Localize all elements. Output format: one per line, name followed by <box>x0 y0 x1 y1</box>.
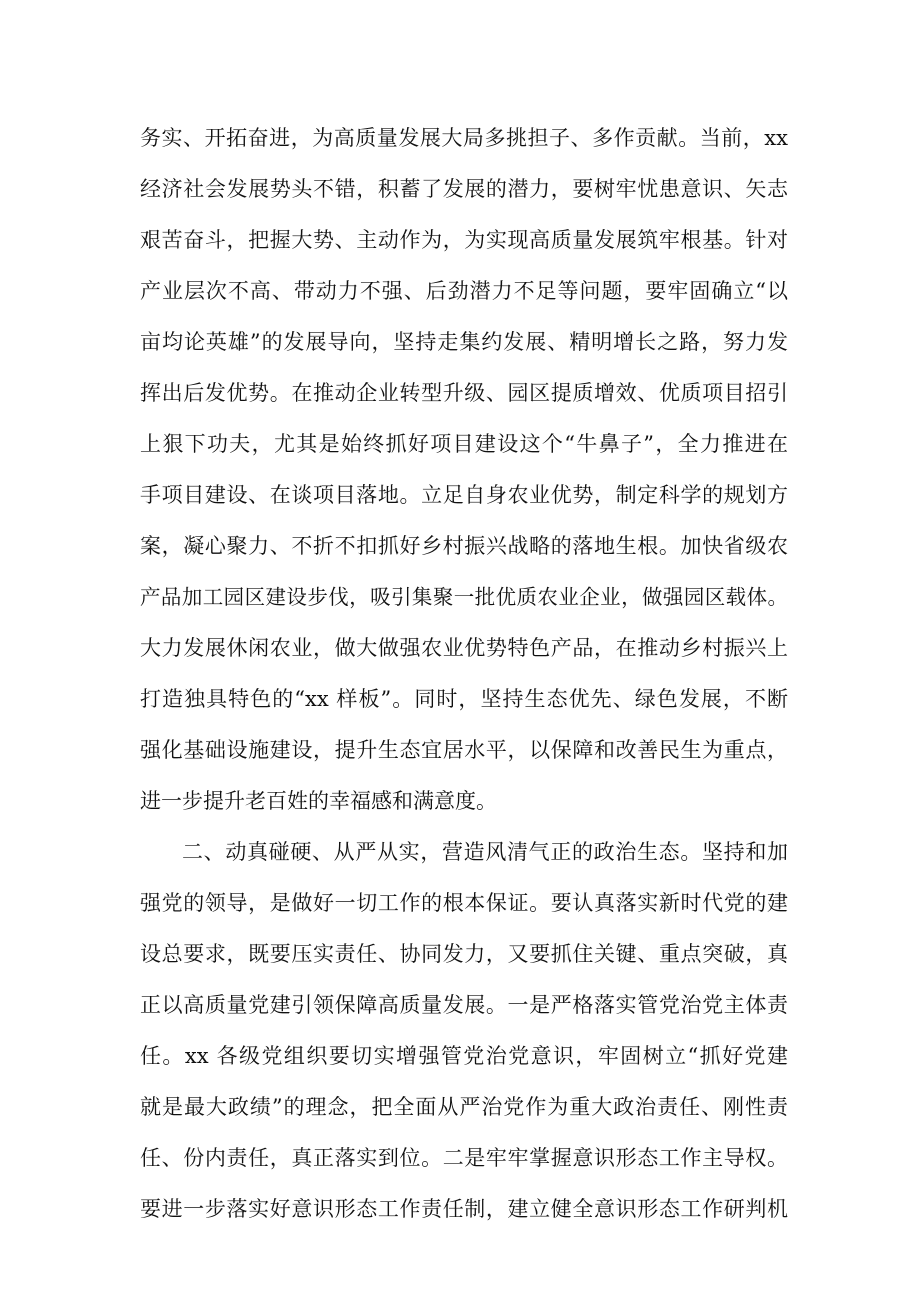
text-line: 挥出后发优势。在推动企业转型升级、园区提质增效、优质项目招引 <box>140 381 788 405</box>
text-line: 大力发展休闲农业，做大做强农业优势特色产品，在推动乡村振兴上 <box>140 636 788 660</box>
text-line: 打造独具特色的“xx 样板”。同时，坚持生态优先、绿色发展，不断 <box>140 687 788 711</box>
paragraph-1 <box>140 113 788 827</box>
text-line: 设总要求，既要压实责任、协同发力，又要抓住关键、重点突破，真 <box>140 942 788 966</box>
section-heading-line: 二、动真碰硬、从严从实，营造风清气正的政治生态。坚持和加 <box>182 840 788 864</box>
text-line: 产品加工园区建设步伐，吸引集聚一批优质农业企业，做强园区载体。 <box>140 585 788 609</box>
text-line: 强党的领导，是做好一切工作的根本保证。要认真落实新时代党的建 <box>140 891 788 915</box>
text-line: 上狠下功夫，尤其是始终抓好项目建设这个“牛鼻子”，全力推进在 <box>140 432 788 456</box>
text-line: 产业层次不高、带动力不强、后劲潜力不足等问题，要牢固确立“以 <box>140 279 788 303</box>
text-line: 手项目建设、在谈项目落地。立足自身农业优势，制定科学的规划方 <box>140 483 788 507</box>
text-line: 经济社会发展势头不错，积蓄了发展的潜力，要树牢忧患意识、矢志 <box>140 177 788 201</box>
text-line: 强化基础设施建设，提升生态宜居水平，以保障和改善民生为重点， <box>140 738 788 762</box>
text-line: 艰苦奋斗，把握大势、主动作为，为实现高质量发展筑牢根基。针对 <box>140 228 788 252</box>
text-line: 亩均论英雄”的发展导向，坚持走集约发展、精明增长之路，努力发 <box>140 330 788 354</box>
text-line: 要进一步落实好意识形态工作责任制，建立健全意识形态工作研判机 <box>140 1197 788 1221</box>
text-line: 任、份内责任，真正落实到位。二是牢牢掌握意识形态工作主导权。 <box>140 1146 788 1170</box>
paragraph-2 <box>140 827 788 1235</box>
text-line: 进一步提升老百姓的幸福感和满意度。 <box>140 789 497 813</box>
text-line: 正以高质量党建引领保障高质量发展。一是严格落实管党治党主体责 <box>140 993 788 1017</box>
text-line: 案，凝心聚力、不折不扣抓好乡村振兴战略的落地生根。加快省级农 <box>140 534 788 558</box>
document-body <box>140 113 788 1235</box>
text-line: 就是最大政绩”的理念，把全面从严治党作为重大政治责任、刚性责 <box>140 1095 788 1119</box>
text-line: 务实、开拓奋进，为高质量发展大局多挑担子、多作贡献。当前，xx <box>140 126 788 150</box>
text-line: 任。xx 各级党组织要切实增强管党治党意识，牢固树立“抓好党建 <box>140 1044 788 1068</box>
